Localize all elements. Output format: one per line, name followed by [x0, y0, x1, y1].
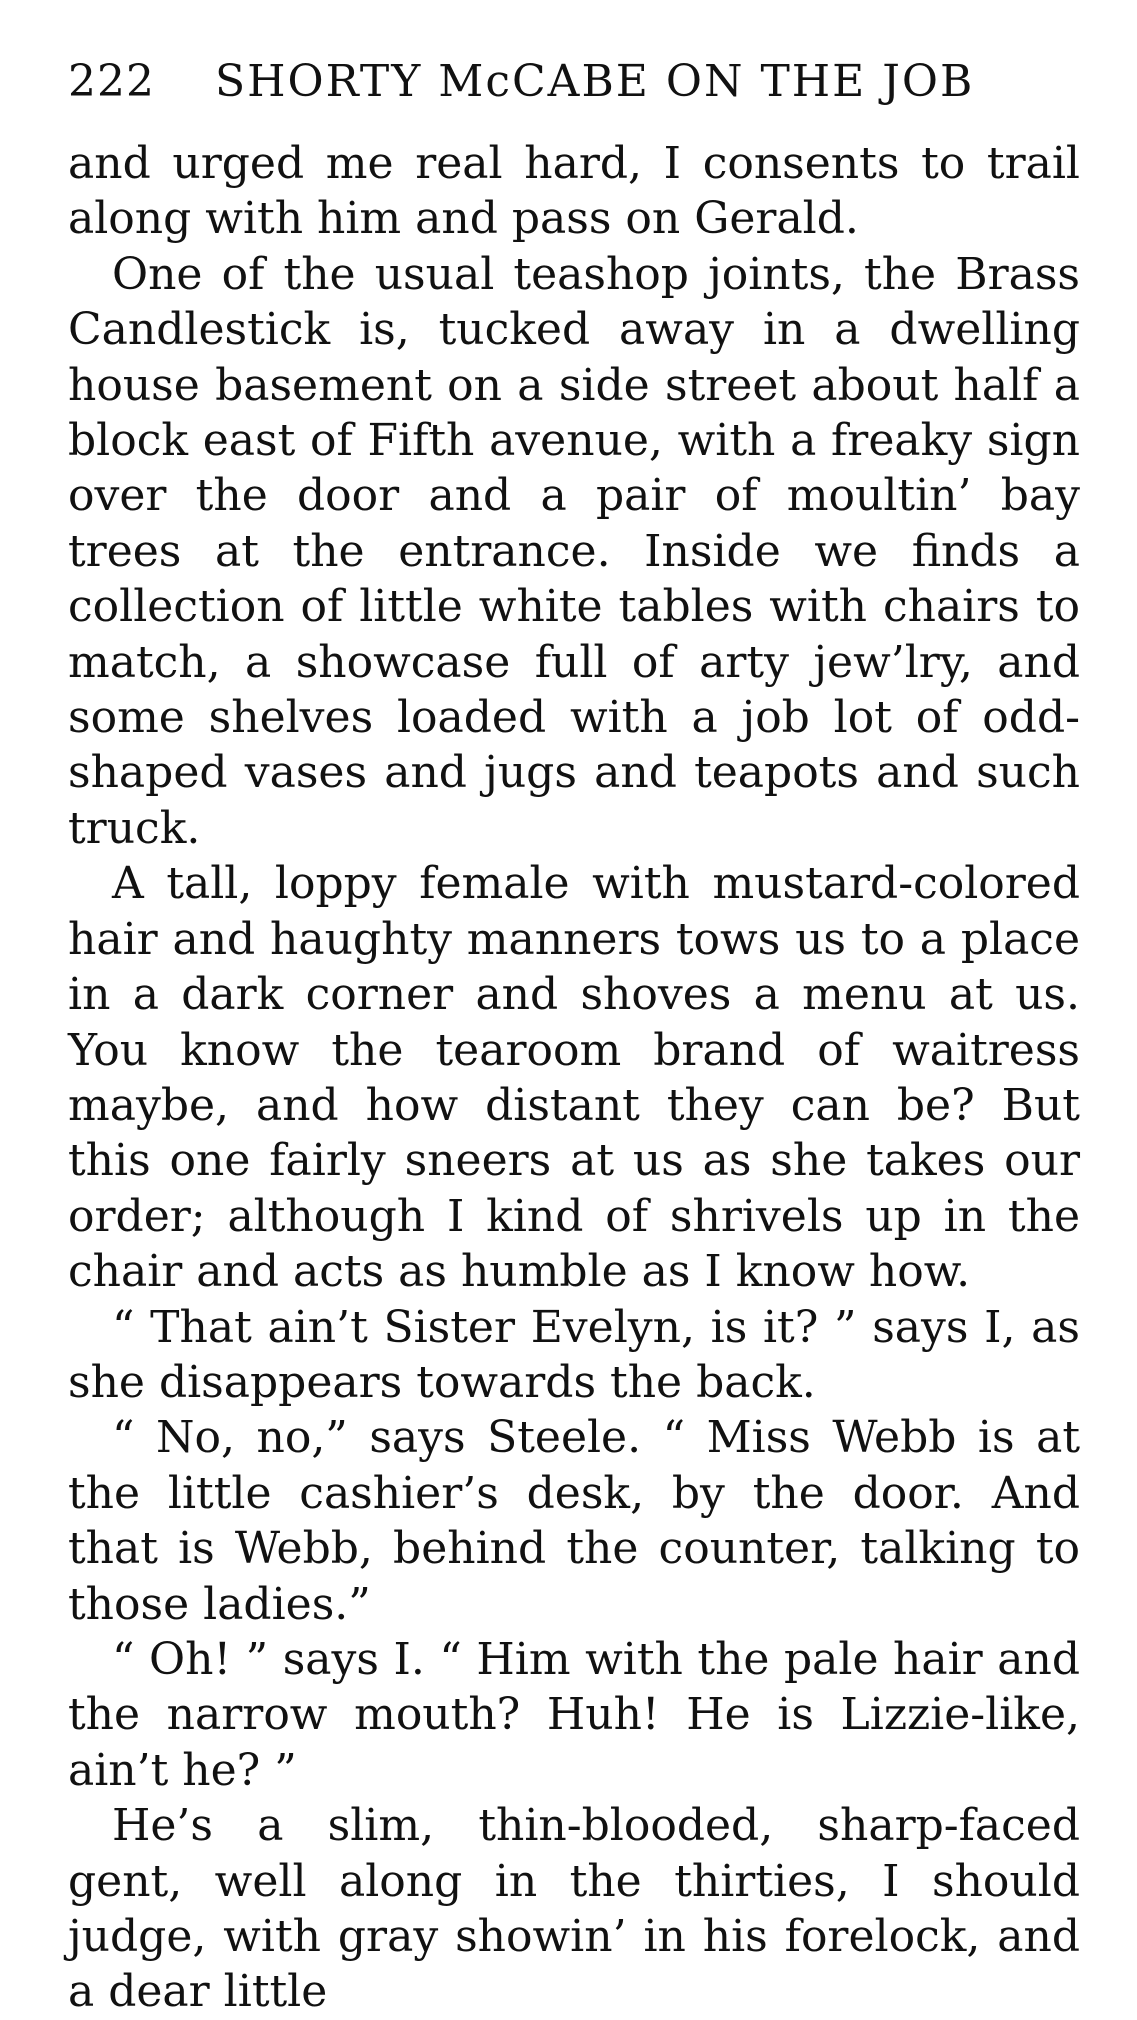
- book-page: [68, 52, 1080, 2020]
- paragraph: “ Oh! ” says I. “ Him with the pale hair and the narrow mouth? Huh! He is Lizzie-like, ain’t he? ”: [68, 1633, 1080, 1796]
- paragraph: “ No, no,” says Steele. “ Miss Webb is at the little cashier’s desk, by the door. And that is Webb, behind the counter, talking to those ladies.”: [68, 1412, 1080, 1630]
- paragraph: He’s a slim, thin-blooded, sharp-faced gent, well along in the thirties, I should judge, with gray showin’ in his forelock, and a dear little: [68, 1800, 1080, 2018]
- page-number: 222: [68, 56, 155, 107]
- paragraph: “ That ain’t Sister Evelyn, is it? ” says I, as she disappears towards the back.: [68, 1301, 1080, 1408]
- paragraph: A tall, loppy female with mustard-colored hair and haughty manners tows us to a place in a dark corner and shoves a menu at us. You know the tearoom brand of waitress maybe, and how distant they can be? But this one fairly sneers at us as she takes our order; although I kind of shrivels up in the chair and acts as humble as I know how.: [68, 858, 1080, 1298]
- paragraph: One of the usual teashop joints, the Brass Candlestick is, tucked away in a dwelling house basement on a side street about half a block east of Fifth avenue, with a freaky sign over the door and a pair of moultin’ bay trees at the entrance. Inside we finds a collection of little white tables with chairs to match, a showcase full of arty jew’lry, and some shelves loaded with a job lot of odd-shaped vases and jugs and teapots and such truck.: [68, 248, 1080, 854]
- paragraph: and urged me real hard, I consents to trail along with him and pass on Gerald.: [68, 138, 1080, 245]
- book-title: SHORTY McCABE ON THE JOB: [214, 56, 975, 107]
- body-text: [68, 136, 1080, 2020]
- running-head: [68, 52, 1080, 112]
